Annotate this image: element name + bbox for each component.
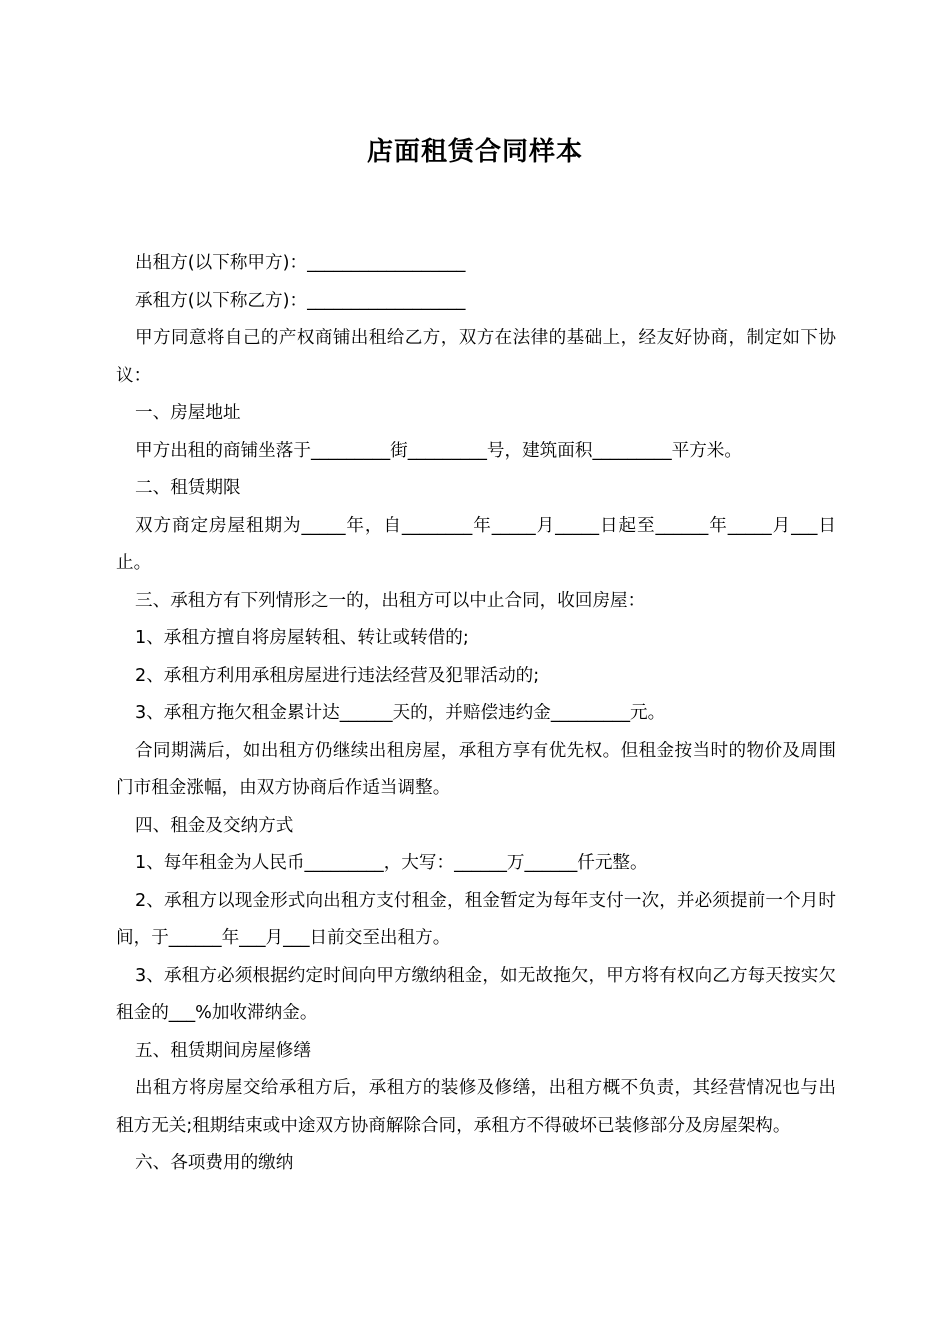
document-body: [116, 245, 836, 1183]
section-heading: 四、租金及交纳方式: [135, 815, 294, 836]
paragraph: 甲方出租的商铺坐落于_________街_________号，建筑面积_________平方米。: [135, 440, 742, 461]
section-heading: 二、租赁期限: [135, 478, 241, 498]
section-heading: 三、承租方有下列情形之一的，出租方可以中止合同，收回房屋：: [135, 590, 646, 611]
lessee-line: 承租方(以下称乙方)：__________________: [135, 290, 466, 311]
list-item: 3、承租方拖欠租金累计达______天的，并赔偿违约金_________元。: [135, 703, 666, 723]
paragraph: 出租方将房屋交给承租方后，承租方的装修及修缮，出租方概不负责，其经营情况也与出租方无关;租期结束或中途双方协商解除合同，承租方不得破坏已装修部分及房屋架构。: [116, 1078, 836, 1136]
document-title: 店面租赁合同样本: [366, 137, 583, 167]
section-heading: 一、房屋地址: [135, 403, 241, 423]
list-item: 1、承租方擅自将房屋转租、转让或转借的;: [135, 628, 469, 648]
section-heading: 五、租赁期间房屋修缮: [135, 1040, 311, 1061]
paragraph: 合同期满后，如出租方仍继续出租房屋，承租方享有优先权。但租金按当时的物价及周围门市租金涨幅，由双方协商后作适当调整。: [116, 740, 836, 798]
paragraph: 双方商定房屋租期为_____年，自________年_____月_____日起至______年_____月___日止。: [116, 515, 836, 573]
intro-paragraph: 甲方同意将自己的产权商铺出租给乙方，双方在法律的基础上，经友好协商，制定如下协议：: [116, 328, 836, 386]
section-heading: 六、各项费用的缴纳: [135, 1153, 294, 1173]
list-item: 2、承租方以现金形式向出租方支付租金，租金暂定为每年支付一次，并必须提前一个月时间，于______年___月___日前交至出租方。: [116, 890, 836, 948]
list-item: 1、每年租金为人民币_________，大写：______万______仟元整。: [135, 853, 648, 873]
list-item: 2、承租方利用承租房屋进行违法经营及犯罪活动的;: [135, 665, 540, 686]
list-item: 3、承租方必须根据约定时间向甲方缴纳租金，如无故拖欠，甲方将有权向乙方每天按实欠租金的___%加收滞纳金。: [116, 965, 836, 1023]
lessor-line: 出租方(以下称甲方)：__________________: [135, 253, 466, 273]
